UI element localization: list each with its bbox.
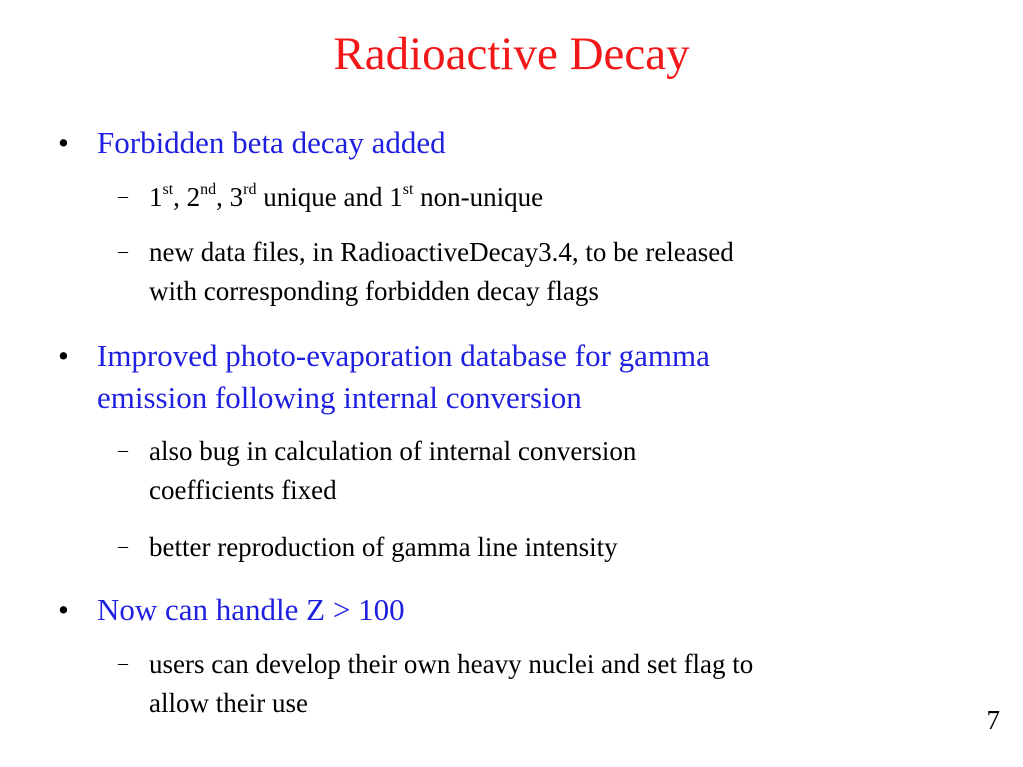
bullet-marker: • (58, 338, 69, 373)
superscript: nd (200, 181, 217, 198)
sub-bullet-marker: – (118, 185, 128, 207)
text-run: , 3 (216, 182, 244, 212)
text-line: new data files, in RadioactiveDecay3.4, to be released (149, 237, 734, 267)
superscript: st (162, 181, 174, 198)
sub-bullet-text (149, 528, 969, 567)
sub-bullet-marker: – (118, 535, 128, 557)
text-run: non-unique (413, 182, 544, 212)
bullet-text: Now can handle Z > 100 (97, 592, 405, 627)
superscript: st (402, 181, 414, 198)
sub-bullet-marker: – (118, 240, 128, 262)
text-run: 1 (149, 182, 163, 212)
text-line: emission following internal conversion (97, 380, 582, 415)
sub-bullet-marker: – (118, 439, 128, 461)
sub-bullet-text (149, 645, 969, 723)
text-run: , 2 (173, 182, 201, 212)
superscript: rd (243, 181, 257, 198)
text-line: allow their use (149, 688, 308, 718)
bullet-marker: • (58, 125, 69, 160)
text-line: Improved photo-evaporation database for gamma (97, 338, 710, 373)
text-line: better reproduction of gamma line intensity (149, 532, 618, 562)
text-line: coefficients fixed (149, 475, 337, 505)
page-number: 7 (986, 705, 1000, 735)
text-run: unique and 1 (256, 182, 403, 212)
slide-title: Radioactive Decay (333, 28, 690, 80)
bullet-marker: • (58, 592, 69, 627)
sub-bullet-text (149, 432, 969, 510)
text-line: with corresponding forbidden decay flags (149, 276, 599, 306)
bullet-text: Forbidden beta decay added (97, 125, 446, 160)
bullet-text (97, 335, 937, 419)
text-line: also bug in calculation of internal conversion (149, 436, 637, 466)
sub-bullet-text (149, 178, 969, 217)
text-line: users can develop their own heavy nuclei and set flag to (149, 649, 754, 679)
sub-bullet-marker: – (118, 652, 128, 674)
sub-bullet-text (149, 233, 969, 311)
